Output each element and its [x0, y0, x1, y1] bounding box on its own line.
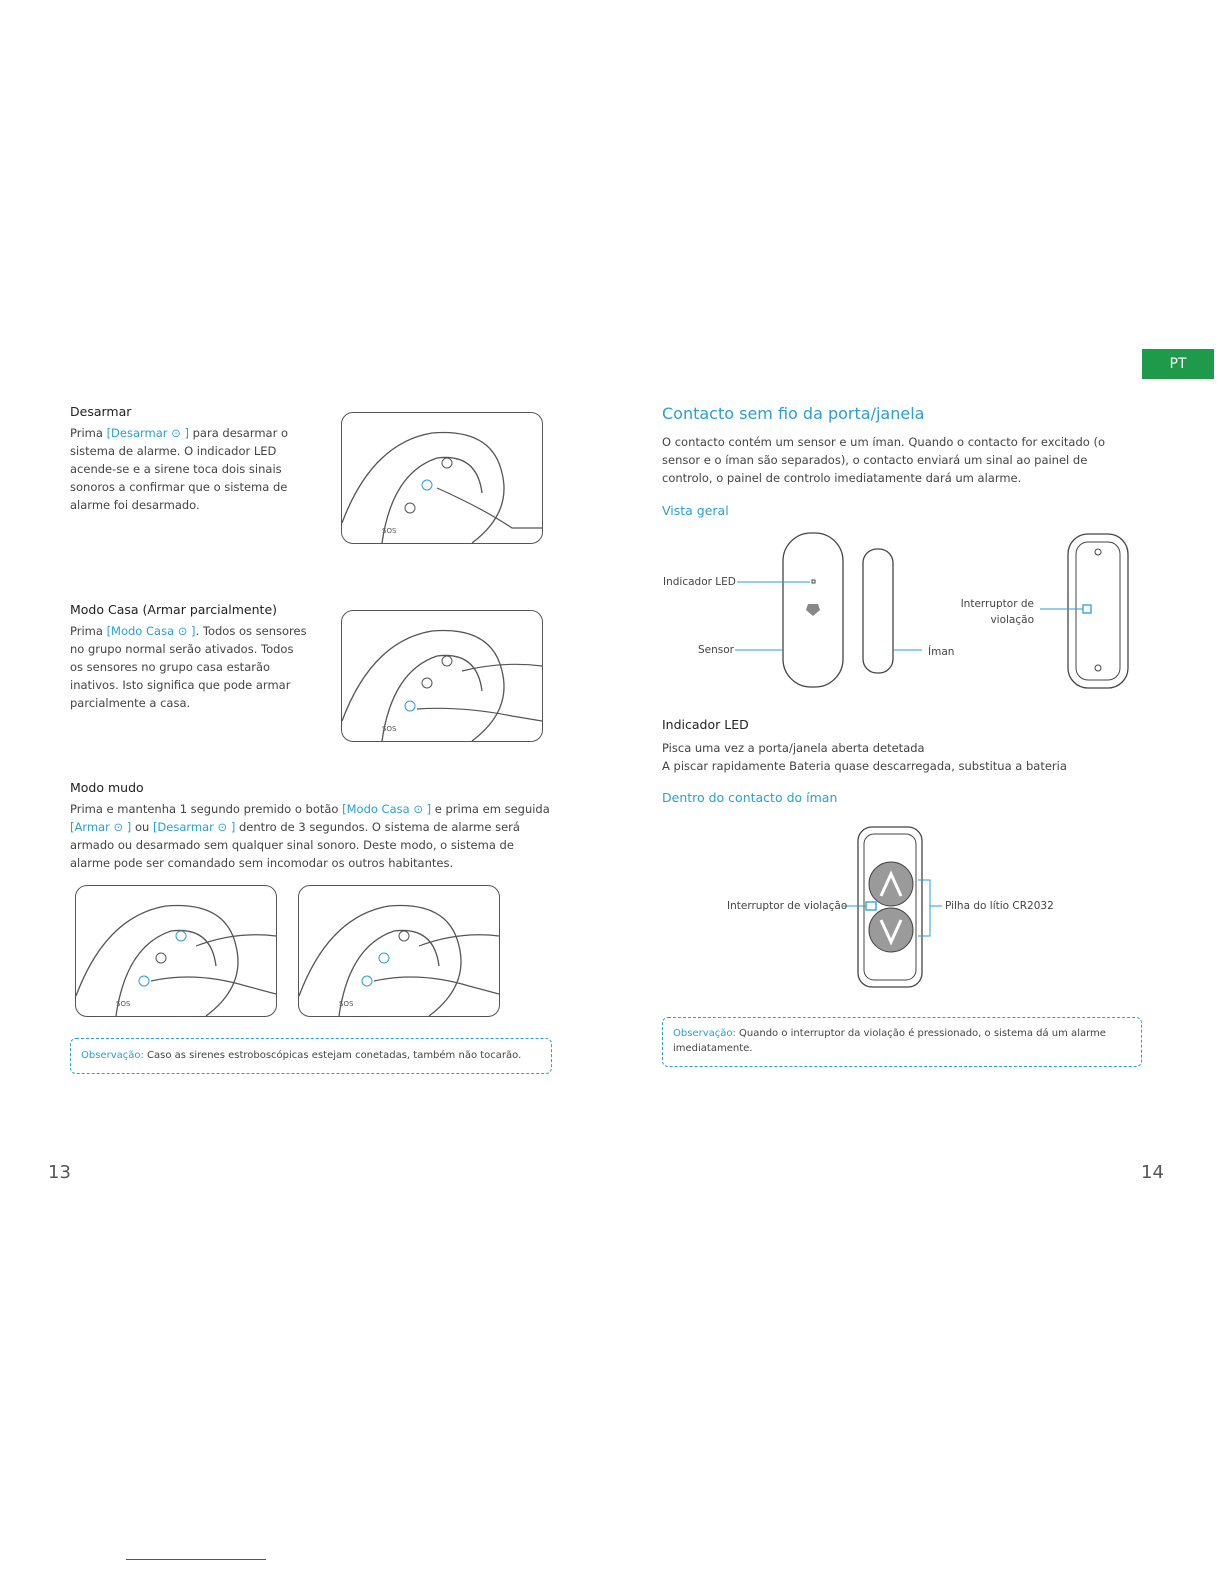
section-title-silent-mode: Modo mudo — [70, 780, 144, 795]
page-number-right: 14 — [1141, 1162, 1164, 1183]
page-number-left: 13 — [48, 1162, 71, 1183]
home-button-ref: [Modo Casa ⊙ ] — [342, 802, 432, 816]
magnet-body — [863, 549, 893, 673]
text: Prima — [70, 426, 107, 440]
led-section-title: Indicador LED — [662, 717, 749, 732]
label-battery: Pilha do lítio CR2032 — [945, 900, 1054, 912]
sensor-back — [1068, 534, 1128, 688]
section-title-disarm: Desarmar — [70, 404, 132, 419]
inside-title: Dentro do contacto do íman — [662, 790, 838, 805]
note-box-left — [70, 1038, 552, 1074]
footnote-rule — [126, 1559, 266, 1560]
magnet-case — [858, 827, 922, 987]
label-magnet: Íman — [928, 646, 955, 658]
text: e prima em seguida — [431, 802, 550, 816]
label-sensor: Sensor — [698, 644, 734, 656]
text: ou — [131, 820, 153, 834]
note-text: Caso as sirenes estroboscópicas estejam conetadas, também não tocarão. — [143, 1050, 522, 1061]
text: Prima — [70, 624, 107, 638]
tamper-switch — [1083, 605, 1091, 613]
led-dot — [812, 580, 815, 583]
sensor-logo — [806, 604, 820, 616]
label-tamper-inside: Interruptor de violação — [727, 900, 848, 912]
text: dentro de 3 segundos. O sistema de alarme será armado ou desarmado sem qualquer sinal sonoro. Deste modo, o sistema de alarme pode ser comandado sem incomodar os outros habitantes. — [70, 820, 520, 870]
intro-text: O contacto contém um sensor e um íman. Quando o contacto for excitado (o sensor e o íman são separados), o contacto enviará um sinal ao painel de controlo, o painel de controlo imediatamente dará um alarme. — [662, 435, 1105, 485]
sos-label: SOS — [116, 1000, 131, 1008]
disarm-button-ref: [Desarmar ⊙ ] — [106, 426, 189, 440]
battery-bottom — [869, 908, 913, 952]
disarm-button-ref: [Desarmar ⊙ ] — [152, 820, 236, 834]
language-tab: PT — [1142, 349, 1214, 379]
text: Prima e mantenha 1 segundo premido o botão — [70, 802, 343, 816]
note-text: Quando o interruptor da violação é pressionado, o sistema dá um alarme imediatamente. — [673, 1028, 1106, 1054]
label-led: Indicador LED — [663, 576, 736, 588]
home-button-ref: [Modo Casa ⊙ ] — [106, 624, 196, 638]
battery-top — [869, 862, 913, 906]
keyfob-silent-disarm-illustration — [298, 885, 500, 1017]
tamper-switch-inside — [866, 902, 876, 910]
sos-label: SOS — [339, 1000, 354, 1008]
sos-label: SOS — [382, 725, 397, 733]
led-line-2: A piscar rapidamente Bateria quase descarregada, substitua a bateria — [662, 759, 1067, 773]
sensor-body — [783, 533, 843, 687]
note-label: Observação: — [673, 1028, 736, 1039]
arm-button-ref: [Armar ⊙ ] — [70, 820, 132, 834]
overview-title: Vista geral — [662, 503, 729, 518]
note-label: Observação: — [81, 1050, 144, 1061]
keyfob-home-illustration — [341, 610, 543, 742]
note-box-right — [662, 1017, 1142, 1067]
text: . Todos os sensores no grupo normal serão ativados. Todos os sensores no grupo casa estarão inativos. Isto significa que pode armar parcialmente a casa. — [70, 624, 307, 710]
section-title-home-mode: Modo Casa (Armar parcialmente) — [70, 602, 278, 617]
sos-label: SOS — [382, 527, 397, 535]
home-mode-text — [70, 622, 310, 712]
keyfob-silent-arm-illustration — [75, 885, 277, 1017]
disarm-text — [70, 424, 310, 514]
led-line-1: Pisca uma vez a porta/janela aberta detetada — [662, 741, 925, 755]
silent-mode-text — [70, 800, 550, 872]
page-title: Contacto sem fio da porta/janela — [662, 404, 925, 423]
text: para desarmar o sistema de alarme. O indicador LED acende-se e a sirene toca dois sinais sonoros a confirmar que o sistema de alarme foi desarmado. — [70, 426, 289, 512]
label-tamper: Interruptor de violação — [960, 598, 1034, 626]
keyfob-disarm-illustration — [341, 412, 543, 544]
